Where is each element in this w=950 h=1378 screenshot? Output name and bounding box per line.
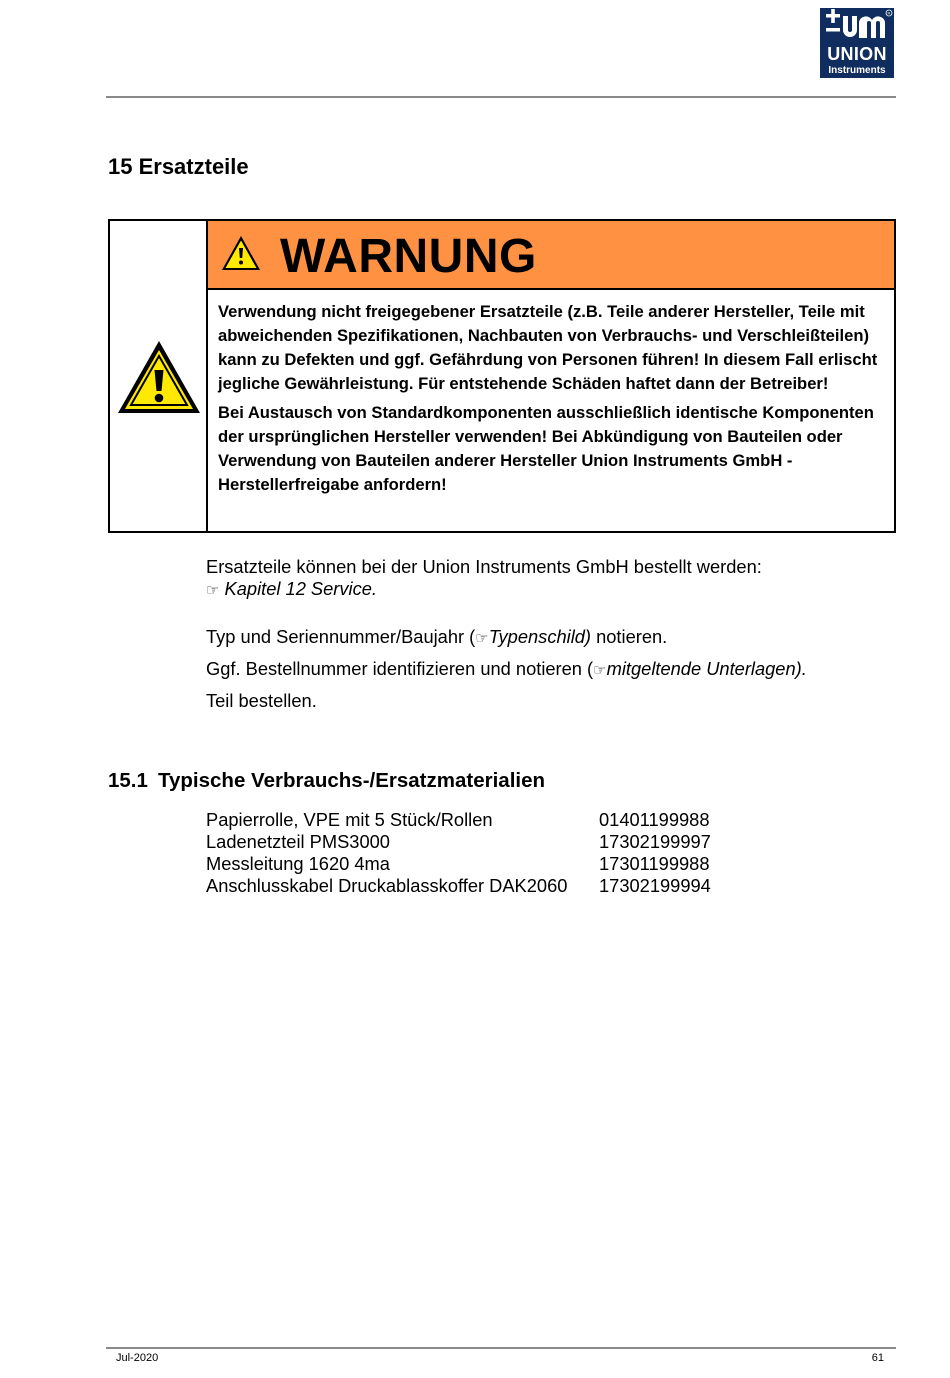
- part-number: 17302199997: [599, 831, 711, 852]
- part-number: 17301199988: [599, 853, 710, 874]
- warning-triangle-icon: [116, 339, 202, 415]
- warning-small-icon: [221, 235, 261, 272]
- union-mark-icon: [820, 8, 894, 44]
- warning-header: [208, 221, 894, 290]
- hand-pointer-icon: ☞: [475, 630, 489, 647]
- parts-table: [206, 809, 711, 897]
- order-info-text: [206, 556, 762, 602]
- logo-word-instruments: Instruments: [828, 65, 886, 76]
- order-line: Ersatzteile können bei der Union Instruments GmbH bestellt werden:: [206, 556, 762, 577]
- warning-box: [108, 219, 896, 533]
- part-name: Ladenetzteil PMS3000: [206, 831, 390, 852]
- footer-date: Jul-2020: [116, 1352, 159, 1364]
- service-chapter-reference[interactable]: Kapitel 12 Service.: [224, 578, 377, 599]
- part-name: Messleitung 1620 4ma: [206, 853, 390, 874]
- svg-text:R: R: [887, 10, 891, 16]
- step-text: notieren.: [591, 626, 668, 647]
- step-order-number: [206, 658, 807, 682]
- header-divider: [106, 96, 896, 98]
- subsection-label: Typische Verbrauchs-/Ersatzmaterialien: [158, 769, 546, 792]
- part-number: 17302199994: [599, 875, 711, 896]
- logo-word-union: UNION: [827, 44, 887, 64]
- table-row: [206, 853, 711, 875]
- footer-divider: [106, 1347, 896, 1349]
- table-row: [206, 875, 711, 897]
- table-row: [206, 831, 711, 853]
- subsection-title: [108, 769, 545, 793]
- hand-pointer-icon: ☞: [593, 662, 607, 679]
- related-documents-reference[interactable]: mitgeltende Unterlagen).: [606, 658, 807, 679]
- warning-text: [218, 300, 888, 502]
- step-text: Typ und Seriennummer/Baujahr (: [206, 626, 476, 647]
- step-order-part: Teil bestellen.: [206, 690, 317, 711]
- subsection-number: 15.1: [108, 769, 148, 792]
- union-instruments-logo: [820, 8, 894, 78]
- warning-paragraph: Verwendung nicht freigegebener Ersatzteile (z.B. Teile anderer Hersteller, Teile mit abweichenden Spezifikationen, Nachbauten von Verbrauchs- und Verschleißteilen) kann zu Defekten und ggf. Gefährdung von Personen führen! In diesem Fall erlischt jegliche Gewährleistung. Für entstehende Schäden haftet dann der Betreiber!: [218, 302, 878, 393]
- warning-title: WARNUNG: [280, 230, 537, 283]
- part-number: 01401199988: [599, 809, 710, 830]
- part-name: Anschlusskabel Druckablasskoffer DAK2060: [206, 875, 568, 896]
- step-note-type: [206, 626, 667, 650]
- warning-icon-cell: [110, 221, 208, 531]
- part-name: Papierrolle, VPE mit 5 Stück/Rollen: [206, 809, 493, 830]
- warning-paragraph: Bei Austausch von Standardkomponenten ausschließlich identische Komponenten der ursprünglichen Hersteller verwenden! Bei Abkündigung von Bauteilen oder Verwendung von Bauteilen anderer Hersteller Union Instruments GmbH -Herstellerfreigabe anfordern!: [218, 403, 874, 494]
- type-plate-reference[interactable]: Typenschild): [488, 626, 592, 647]
- step-text: Ggf. Bestellnummer identifizieren und notieren (: [206, 658, 594, 679]
- section-title: 15 Ersatzteile: [108, 154, 249, 179]
- hand-pointer-icon: ☞: [206, 582, 220, 599]
- table-row: [206, 809, 711, 831]
- page-number: 61: [871, 1352, 884, 1364]
